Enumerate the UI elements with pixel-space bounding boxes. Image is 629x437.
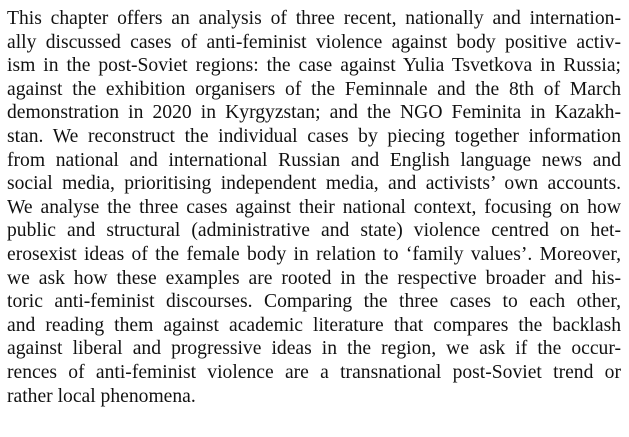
- text-line: rather local phenomena.: [7, 385, 196, 407]
- text-line: we ask how these examples are rooted in the respective broader and his-: [7, 267, 621, 289]
- abstract-paragraph: [7, 7, 621, 408]
- text-line: toric anti-feminist discourses. Comparing the three cases to each other,: [7, 291, 621, 313]
- text-line: against the exhibition organisers of the Feminnale and the 8th of March: [7, 78, 621, 100]
- text-line: ism in the post-Soviet regions: the case against Yulia Tsvetkova in Russia;: [7, 55, 621, 77]
- text-line: against liberal and progressive ideas in the region, we ask if the occur-: [7, 338, 621, 360]
- text-line: erosexist ideas of the female body in relation to ‘family values’. Moreover,: [7, 243, 621, 265]
- text-line: ally discussed cases of anti-feminist violence against body positive activ-: [7, 31, 621, 53]
- text-line: rences of anti-feminist violence are a transnational post-Soviet trend or: [7, 361, 621, 383]
- text-line: social media, prioritising independent media, and activists’ own accounts.: [7, 173, 621, 195]
- text-line: This chapter offers an analysis of three recent, nationally and internation-: [7, 8, 621, 29]
- text-line: We analyse the three cases against their national context, focusing on how: [7, 196, 621, 218]
- text-line: stan. We reconstruct the individual cases by piecing together information: [7, 125, 621, 147]
- text-line: public and structural (administrative and state) violence centred on het-: [7, 220, 621, 242]
- text-line: and reading them against academic literature that compares the backlash: [7, 314, 621, 336]
- text-line: demonstration in 2020 in Kyrgyzstan; and the NGO Feminita in Kazakh-: [7, 102, 621, 124]
- text-line: from national and international Russian and English language news and: [7, 149, 621, 171]
